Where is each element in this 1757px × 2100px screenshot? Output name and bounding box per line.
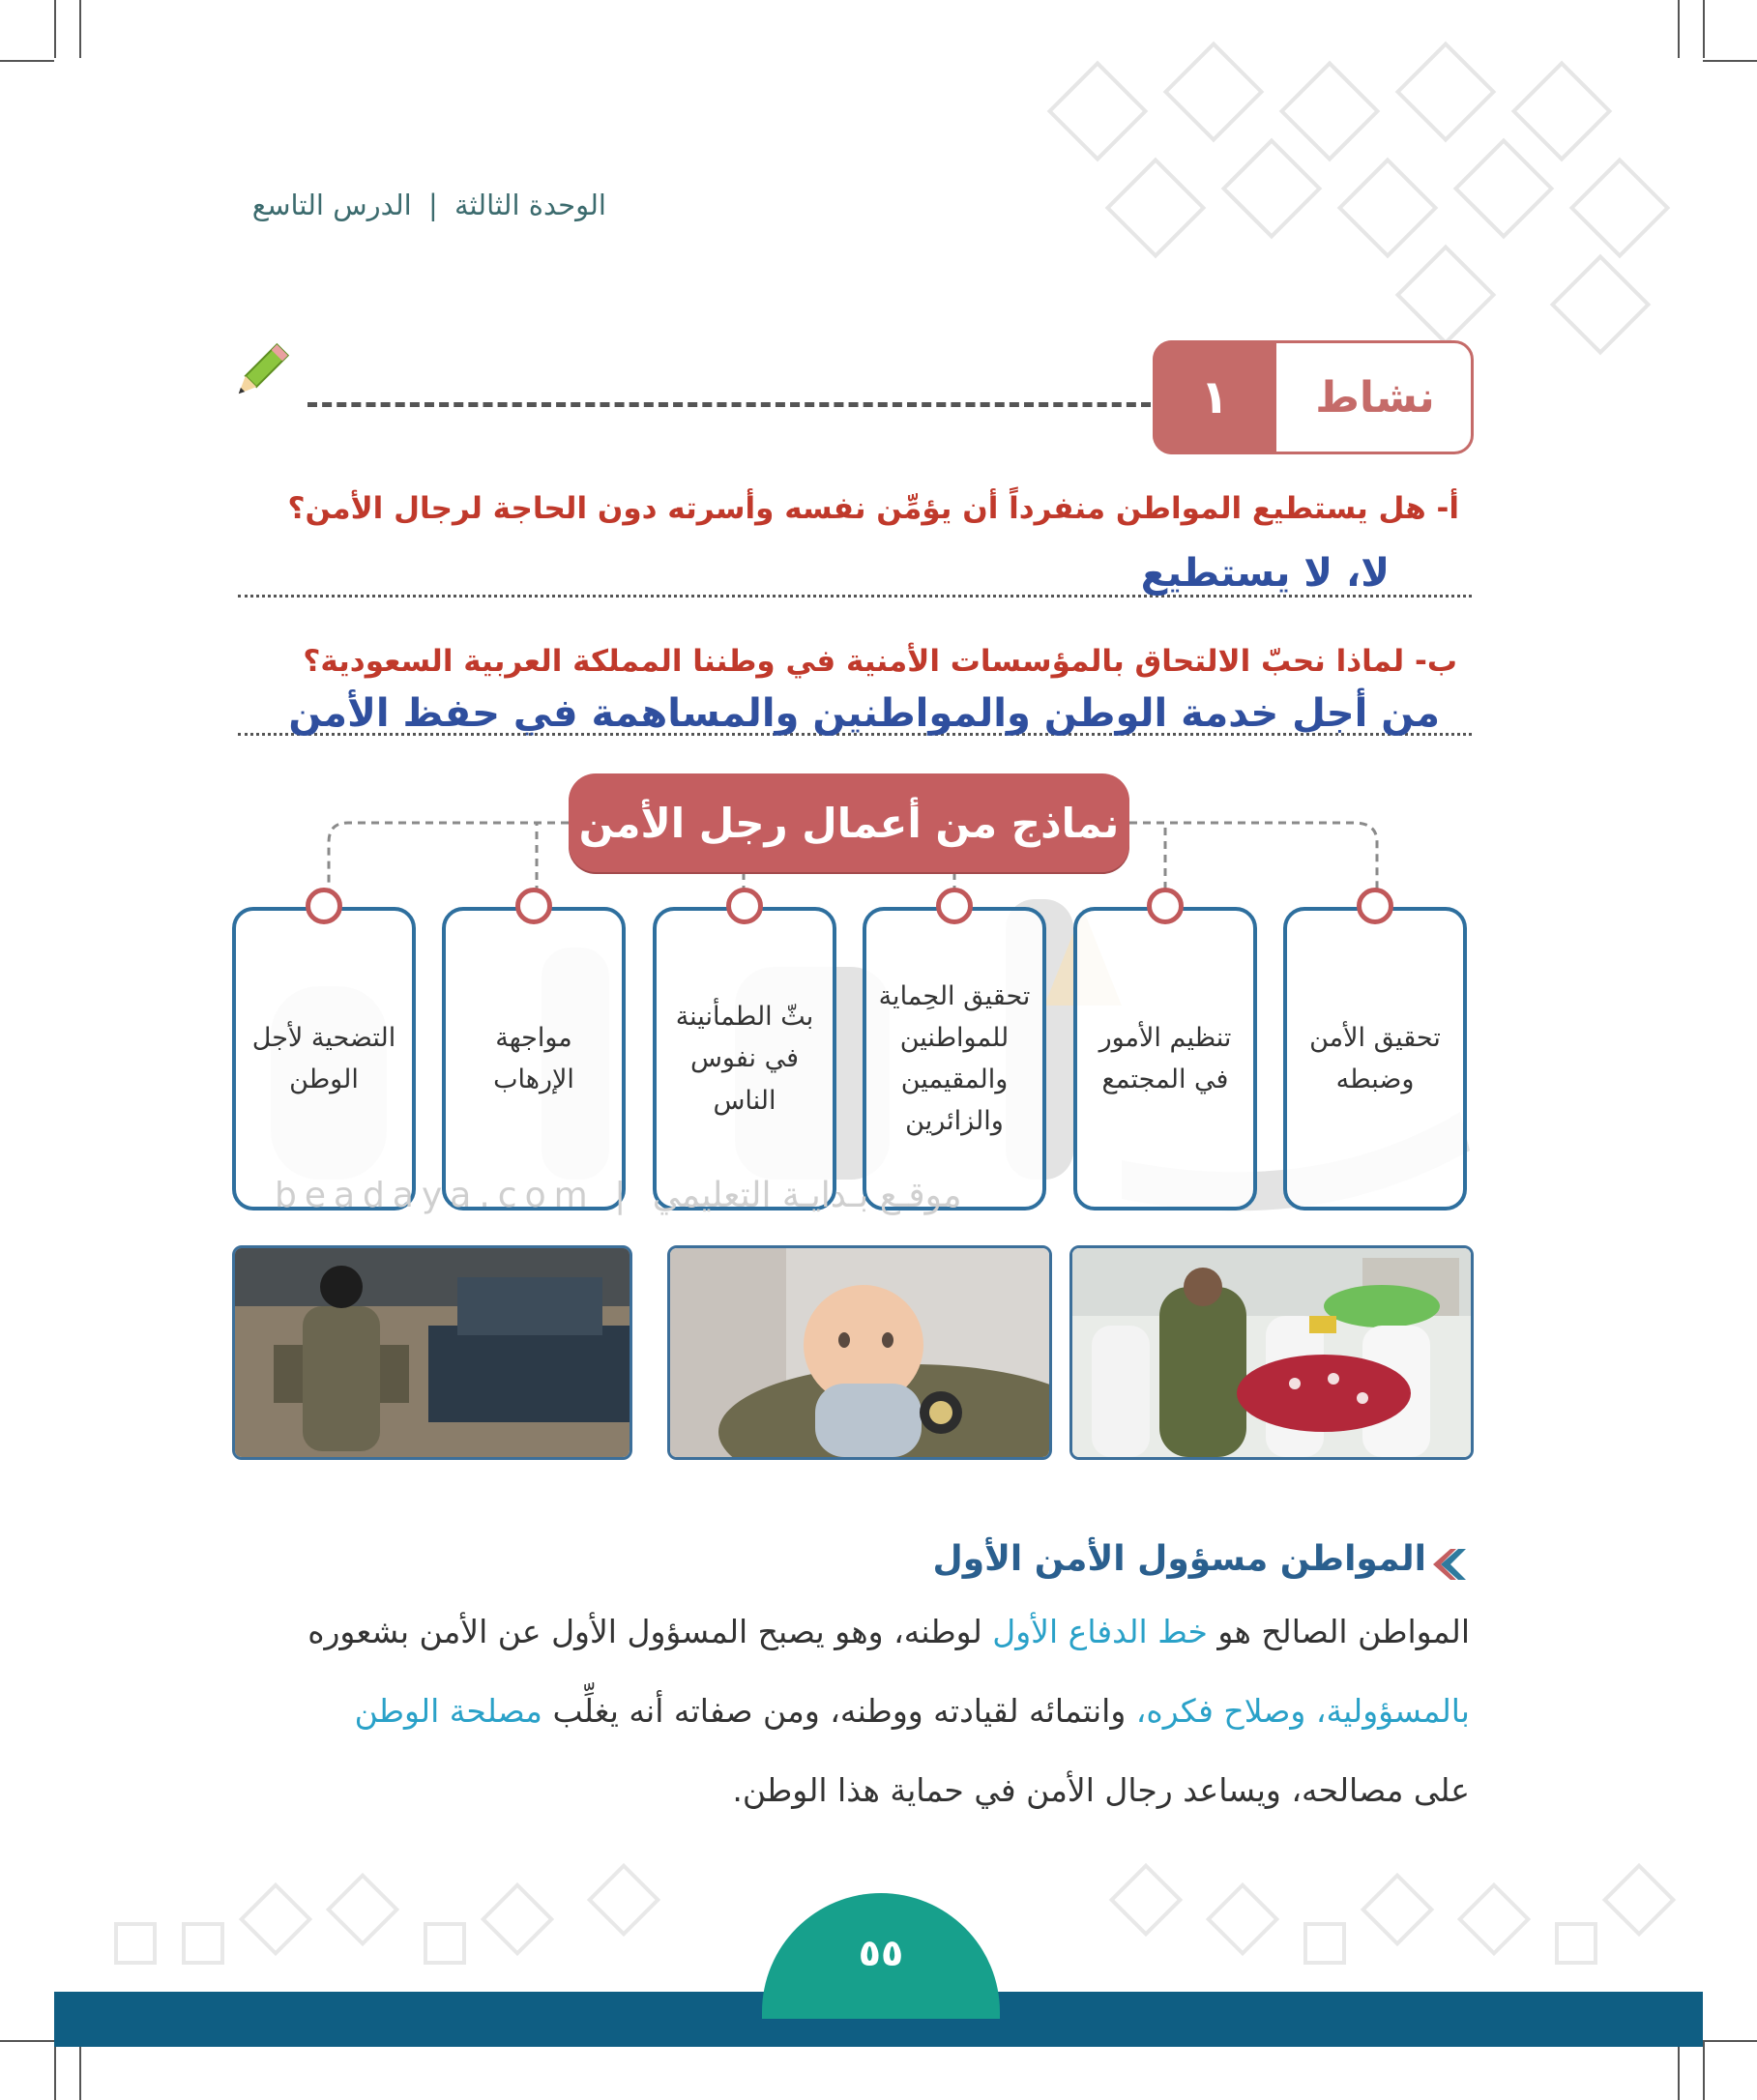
highlight-responsibility: بالمسؤولية، وصلاح فكره، bbox=[1135, 1692, 1470, 1730]
paragraph-text: لوطنه، وهو يصبح المسؤول الأول عن الأمن بشعوره bbox=[307, 1613, 993, 1650]
card-ring bbox=[936, 888, 973, 924]
card-security-control: تحقيق الأمن وضبطه bbox=[1283, 907, 1467, 1210]
answer-b: من أجل خدمة الوطن والمواطنين والمساهمة في حفظ الأمن bbox=[288, 691, 1440, 736]
highlight-national-interest: مصلحة الوطن bbox=[354, 1692, 542, 1730]
decorative-pattern bbox=[1025, 39, 1702, 358]
section-title: المواطن مسؤول الأمن الأول bbox=[932, 1539, 1426, 1579]
crop-mark bbox=[0, 60, 54, 62]
photo-pilgrims bbox=[1069, 1245, 1474, 1460]
crop-mark bbox=[1703, 2040, 1757, 2042]
crop-mark bbox=[79, 0, 81, 58]
crop-mark bbox=[54, 2042, 56, 2100]
card-ring bbox=[1147, 888, 1184, 924]
diagram-title: نماذج من أعمال رجل الأمن bbox=[569, 773, 1129, 872]
card-protection: تحقيق الحِماية للمواطنين والمقيمين والزائرين bbox=[863, 907, 1046, 1210]
question-a: أ- هل يستطيع المواطن منفرداً أن يؤمِّن نفسه وأسرته دون الحاجة لرجال الأمن؟ bbox=[287, 491, 1459, 526]
page-header bbox=[252, 189, 606, 221]
card-ring bbox=[515, 888, 552, 924]
crop-mark bbox=[1703, 60, 1757, 62]
paragraph-line-2 bbox=[355, 1692, 1470, 1730]
page-number: ٥٥ bbox=[762, 1893, 1000, 2019]
crop-mark bbox=[0, 2040, 54, 2042]
pencil-icon bbox=[224, 338, 294, 408]
card-ring bbox=[306, 888, 342, 924]
crop-mark bbox=[54, 0, 56, 58]
paragraph-text: وانتمائه لقيادته ووطنه، ومن صفاته أنه يغلِّب bbox=[542, 1692, 1136, 1730]
paragraph-line-1 bbox=[307, 1613, 1470, 1650]
crop-mark bbox=[1703, 0, 1705, 58]
section-chevron-icon bbox=[1429, 1543, 1472, 1586]
card-sacrifice: التضحية لأجل الوطن bbox=[232, 907, 416, 1210]
crop-mark bbox=[1703, 2042, 1705, 2100]
card-ring bbox=[1357, 888, 1393, 924]
photo-special-forces-image bbox=[235, 1248, 630, 1457]
crop-mark bbox=[1678, 2042, 1680, 2100]
card-counter-terrorism: مواجهة الإرهاب bbox=[442, 907, 626, 1210]
activity-label: نشاط bbox=[1315, 372, 1435, 423]
answer-a: لا، لا يستطيع bbox=[1140, 551, 1390, 596]
question-b: ب- لماذا نحبّ الالتحاق بالمؤسسات الأمنية في وطننا المملكة العربية السعودية؟ bbox=[303, 644, 1457, 679]
paragraph-text: المواطن الصالح هو bbox=[1207, 1613, 1470, 1650]
header-separator: | bbox=[427, 189, 438, 221]
watermark-text: beadaya.com | موقـع بـدايـة التعليمي bbox=[275, 1176, 962, 1215]
card-organize-society: تنظيم الأمور في المجتمع bbox=[1073, 907, 1257, 1210]
lesson-title: الدرس التاسع bbox=[251, 189, 412, 221]
activity-dashed-line bbox=[307, 402, 1151, 407]
card-reassurance: بثّ الطمأنينة في نفوس الناس bbox=[653, 907, 836, 1210]
photo-pilgrims-image bbox=[1072, 1248, 1471, 1457]
photo-officer-baby bbox=[667, 1245, 1052, 1460]
paragraph-line-3: على مصالحه، ويساعد رجال الأمن في حماية هذا الوطن. bbox=[732, 1771, 1470, 1809]
activity-number: ١ bbox=[1153, 340, 1276, 454]
crop-mark bbox=[79, 2042, 81, 2100]
card-ring bbox=[726, 888, 763, 924]
unit-title: الوحدة الثالثة bbox=[454, 189, 606, 221]
highlight-first-defense: خط الدفاع الأول bbox=[992, 1613, 1208, 1650]
photo-special-forces bbox=[232, 1245, 632, 1460]
photo-officer-baby-image bbox=[670, 1248, 1049, 1457]
